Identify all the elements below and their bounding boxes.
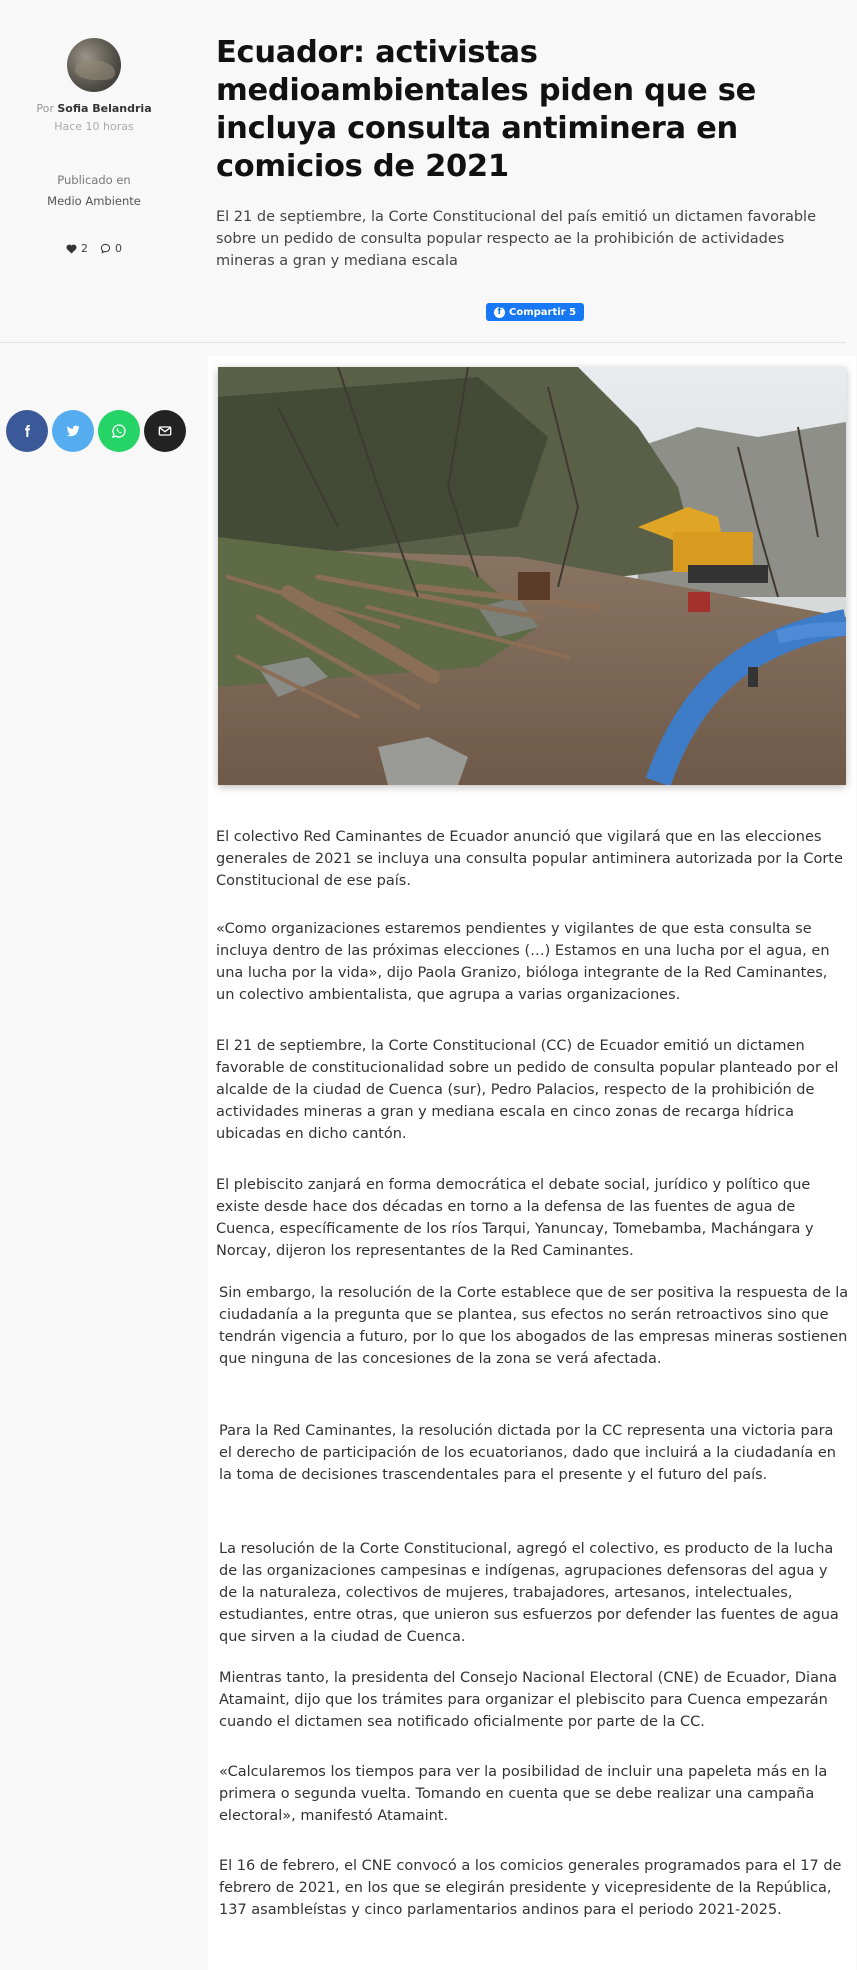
article-paragraph: El 16 de febrero, el CNE convocó a los comicios generales programados para el 17 de febrero de 2021, en los que se elegirán presidente y vicepresidente de la República, 137 asambleístas y cinco parlamentarios andinos para el periodo 2021-2025. — [219, 1858, 842, 1918]
article-photo — [218, 367, 846, 785]
facebook-icon — [19, 423, 35, 439]
share-twitter-button[interactable] — [52, 410, 94, 452]
share-email-button[interactable] — [144, 410, 186, 452]
article-paragraph: El colectivo Red Caminantes de Ecuador anunció que vigilará que en las elecciones generales de 2021 se incluya una consulta popular antiminera autorizada por la Corte Constitucional de ese país. — [216, 829, 843, 889]
article-paragraph: Para la Red Caminantes, la resolución dictada por la CC representa una victoria para el derecho de participación de los ecuatorianos, dado que incluirá a la ciudadanía en la toma de decisiones trascendentales para el presente y el futuro del país. — [219, 1423, 836, 1483]
header-divider — [0, 342, 846, 343]
author-name-link[interactable]: Sofia Belandria — [57, 102, 152, 115]
published-in-label: Publicado en — [57, 173, 131, 187]
whatsapp-icon — [111, 423, 127, 439]
social-share-bar — [6, 410, 186, 452]
author-avatar[interactable] — [67, 38, 121, 92]
email-icon — [157, 423, 173, 439]
author-byline — [0, 102, 188, 115]
author-info — [0, 38, 188, 255]
heart-icon — [66, 244, 77, 254]
article-summary: El 21 de septiembre, la Corte Constitucional del país emitió un dictamen favorable sobre un pedido de consulta popular respecto ae la prohibición de actividades mineras a gran y mediana escala — [216, 209, 816, 269]
article-paragraph: «Como organizaciones estaremos pendientes y vigilantes de que esta consulta se incluya dentro de las próximas elecciones (…) Estamos en una lucha por el agua, en una lucha por la vida», dijo Paola Granizo, bióloga integrante de la Red Caminantes, un colectivo ambientalista, que agrupa a varias organizaciones. — [216, 921, 830, 1003]
article-paragraph: El 21 de septiembre, la Corte Constitucional (CC) de Ecuador emitió un dictamen favorable de constitucionalidad sobre un pedido de consulta popular planteado por el alcalde de la ciudad de Cuenca (sur), Pedro Palacios, respecto de la prohibición de actividades mineras a gran y mediana escala en cinco zonas de recarga hídrica ubicadas en dicho cantón. — [216, 1038, 839, 1142]
article-paragraph: La resolución de la Corte Constitucional, agregó el colectivo, es producto de la lucha de las organizaciones campesinas e indígenas, agrupaciones defensoras del agua y de la naturaleza, colectivos de mujeres, trabajadores, artesanos, intelectuales, estudiantes, entre otras, que unieron sus esfuerzos por defender las fuentes de agua que sirven a la ciudad de Cuenca. — [219, 1541, 839, 1645]
article-title: Ecuador: activistas medioambientales piden que se incluya consulta antiminera en comicios de 2021 — [216, 35, 756, 184]
comment-counter[interactable] — [100, 242, 122, 255]
post-stats — [0, 242, 188, 255]
like-count: 2 — [81, 242, 88, 255]
share-facebook-button[interactable] — [6, 410, 48, 452]
article-paragraph: «Calcularemos los tiempos para ver la posibilidad de incluir una papeleta más en la primera o segunda vuelta. Tomando en cuenta que se debe realizar una campaña electoral», manifestó Atamaint. — [219, 1764, 828, 1824]
article-paragraph: El plebiscito zanjará en forma democrática el debate social, jurídico y político que existe desde hace dos décadas en torno a la defensa de las fuentes de agua de Cuenca, específicamente de los ríos Tarqui, Yanuncay, Tomebamba, Machángara y Norcay, dijeron los representantes de la Red Caminantes. — [216, 1177, 814, 1259]
post-time: Hace 10 horas — [54, 120, 134, 133]
facebook-icon: f — [494, 307, 505, 318]
by-prefix: Por — [36, 102, 54, 115]
twitter-icon — [65, 423, 81, 439]
article-paragraph: Sin embargo, la resolución de la Corte establece que de ser positiva la respuesta de la ciudadanía a la pregunta que se plantea, sus efectos no serán retroactivos sino que tendrán vigencia a futuro, por lo que los abogados de las empresas mineras sostienen que ninguna de las concesiones de la zona se verá afectada. — [219, 1285, 849, 1367]
category-link[interactable]: Medio Ambiente — [47, 194, 141, 208]
comment-icon — [100, 243, 111, 254]
article-paragraph: Mientras tanto, la presidenta del Consejo Nacional Electoral (CNE) de Ecuador, Diana Atamaint, dijo que los trámites para organizar el plebiscito para Cuenca empezarán cuando el dictamen sea notificado oficialmente por parte de la CC. — [219, 1670, 838, 1730]
share-whatsapp-button[interactable] — [98, 410, 140, 452]
facebook-share-button[interactable] — [486, 303, 584, 321]
like-counter[interactable] — [66, 242, 88, 255]
share-label: Compartir 5 — [509, 306, 577, 318]
comment-count: 0 — [115, 242, 122, 255]
